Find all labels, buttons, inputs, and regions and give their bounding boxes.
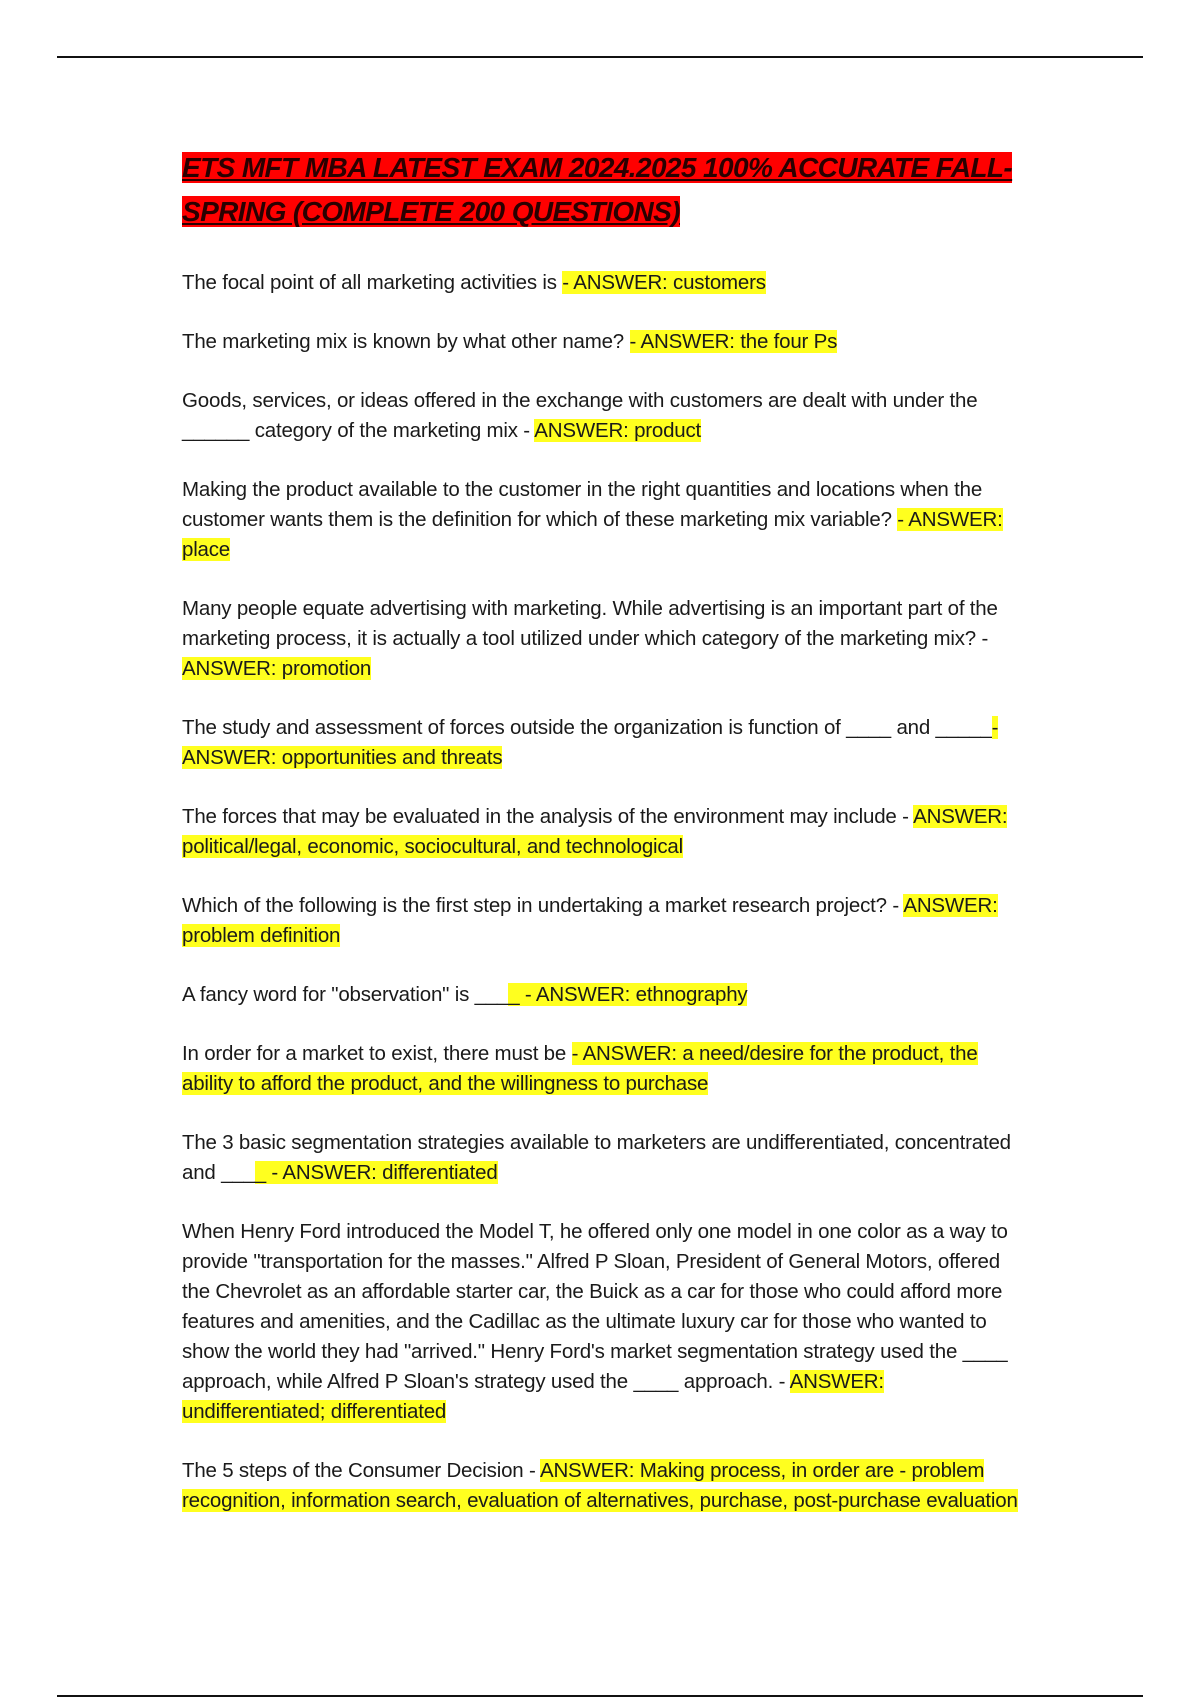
question-text: The forces that may be evaluated in the analysis of the environment may include - — [182, 805, 914, 828]
question-text: The 5 steps of the Consumer Decision - — [182, 1459, 540, 1482]
qa-item-2 — [182, 327, 1022, 357]
answer-text: - ANSWER: opportunities and threats — [182, 716, 999, 769]
qa-item-9 — [182, 980, 1022, 1010]
qa-item-7 — [182, 802, 1022, 862]
question-text: In order for a market to exist, there must be — [182, 1042, 572, 1065]
answer-text: ANSWER: problem definition — [182, 894, 998, 947]
document-title — [182, 146, 1022, 234]
question-text: Many people equate advertising with marketing. While advertising is an important part of the marketing process, it is actually a tool utilized under which category of the marketing mix? - — [182, 597, 998, 650]
question-text: The marketing mix is known by what other name? — [182, 330, 630, 353]
question-text: The study and assessment of forces outside the organization is function of ____ and _____ — [182, 716, 992, 739]
qa-item-6 — [182, 713, 1022, 773]
qa-item-3 — [182, 386, 1022, 446]
answer-text: - ANSWER: the four Ps — [629, 330, 838, 353]
answer-text: ANSWER: promotion — [182, 657, 372, 680]
question-text: Making the product available to the customer in the right quantities and locations when the customer wants them is the definition for which of these marketing mix variable? — [182, 478, 983, 531]
document-title-text: ETS MFT MBA LATEST EXAM 2024.2025 100% ACCURATE FALL-SPRING (COMPLETE 200 QUESTIONS) — [182, 152, 1013, 227]
answer-text: ANSWER: political/legal, economic, sociocultural, and technological — [182, 805, 1008, 858]
answer-text: _ - ANSWER: differentiated — [254, 1161, 498, 1184]
question-text: Which of the following is the first step in undertaking a market research project? - — [182, 894, 904, 917]
qa-item-4 — [182, 475, 1022, 565]
qa-item-1 — [182, 268, 1022, 298]
answer-text: ANSWER: product — [534, 419, 702, 442]
qa-item-12 — [182, 1217, 1022, 1427]
question-text: Goods, services, or ideas offered in the exchange with customers are dealt with under the ______ category of the marketing mix - — [182, 389, 978, 442]
answer-text: ANSWER: undifferentiated; differentiated — [182, 1370, 884, 1423]
bottom-rule — [57, 1695, 1143, 1697]
question-text: The focal point of all marketing activities is — [182, 271, 563, 294]
answer-text: - ANSWER: a need/desire for the product, the ability to afford the product, and the willingness to purchase — [182, 1042, 978, 1095]
qa-item-10 — [182, 1039, 1022, 1099]
qa-item-5 — [182, 594, 1022, 684]
question-text: When Henry Ford introduced the Model T, he offered only one model in one color as a way to provide "transportation for the masses." Alfred P Sloan, President of General Motors, offered the Chevrolet as an affordable starter car, the Buick as a car for those who could afford more features and amenities, and the Cadillac as the ultimate luxury car for those who wanted to show the world they had "arrived." Henry Ford's market segmentation strategy used the ____ approach, while Alfred P Sloan's strategy used the ____ approach. - — [182, 1220, 1008, 1393]
qa-item-11 — [182, 1128, 1022, 1188]
answer-text: ANSWER: Making process, in order are - problem recognition, information search, evaluation of alternatives, purchase, post-purchase evaluation — [182, 1459, 1018, 1512]
qa-item-13 — [182, 1456, 1022, 1516]
question-text: The 3 basic segmentation strategies available to marketers are undifferentiated, concentrated and ___ — [182, 1131, 1011, 1184]
document-body — [182, 146, 1022, 1545]
answer-text: _ - ANSWER: ethnography — [508, 983, 748, 1006]
qa-item-8 — [182, 891, 1022, 951]
answer-text: - ANSWER: place — [182, 508, 1003, 561]
answer-text: - ANSWER: customers — [562, 271, 766, 294]
top-rule — [57, 56, 1143, 58]
question-text: A fancy word for "observation" is ___ — [182, 983, 509, 1006]
